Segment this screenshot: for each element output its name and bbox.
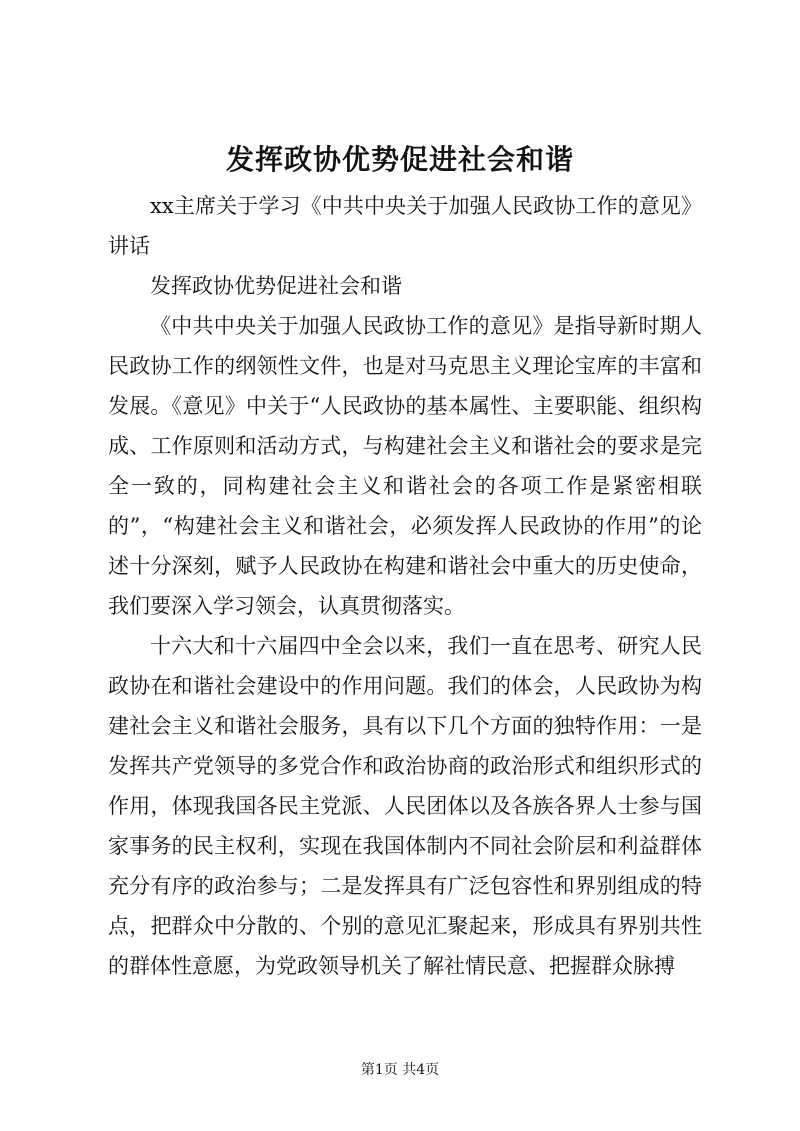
paragraph-2: 十六大和十六届四中全会以来，我们一直在思考、研究人民政协在和谐社会建设中的作用问题。我们的体会，人民政协为构建社会主义和谐社会服务，具有以下几个方面的独特作用：一是发挥共产党领导的多党合作和政治协商的政治形式和组织形式的作用，体现我国各民主党派、人民团体以及各族各界人士参与国家事务的民主权利，实现在我国体制内不同社会阶层和利益群体充分有序的政治参与；二是发挥具有广泛包容性和界别组成的特点，把群众中分散的、个别的意见汇聚起来，形成具有界别共性的群体性意愿，为党政领导机关了解社情民意、把握群众脉搏 [108, 634, 702, 978]
paragraph-1: 《中共中央关于加强人民政协工作的意见》是指导新时期人民政协工作的纲领性文件，也是对马克思主义理论宝库的丰富和发展。《意见》中关于“人民政协的基本属性、主要职能、组织构成、工作原则和活动方式，与构建社会主义和谐社会的要求是完全一致的，同构建社会主义和谐社会的各项工作是紧密相联的”，“构建社会主义和谐社会，必须发挥人民政协的作用”的论述十分深刻，赋予人民政协在构建和谐社会中重大的历史使命，我们要深入学习领会，认真贯彻落实。 [108, 314, 702, 618]
paragraph-subtitle: xx主席关于学习《中共中央关于加强人民政协工作的意见》讲话 [108, 194, 702, 258]
page-footer: 第1页 共4页 [360, 1062, 440, 1078]
document-title: 发挥政协优势促进社会和谐 [225, 143, 574, 176]
paragraph-heading: 发挥政协优势促进社会和谐 [150, 274, 402, 298]
document-body [108, 186, 702, 986]
